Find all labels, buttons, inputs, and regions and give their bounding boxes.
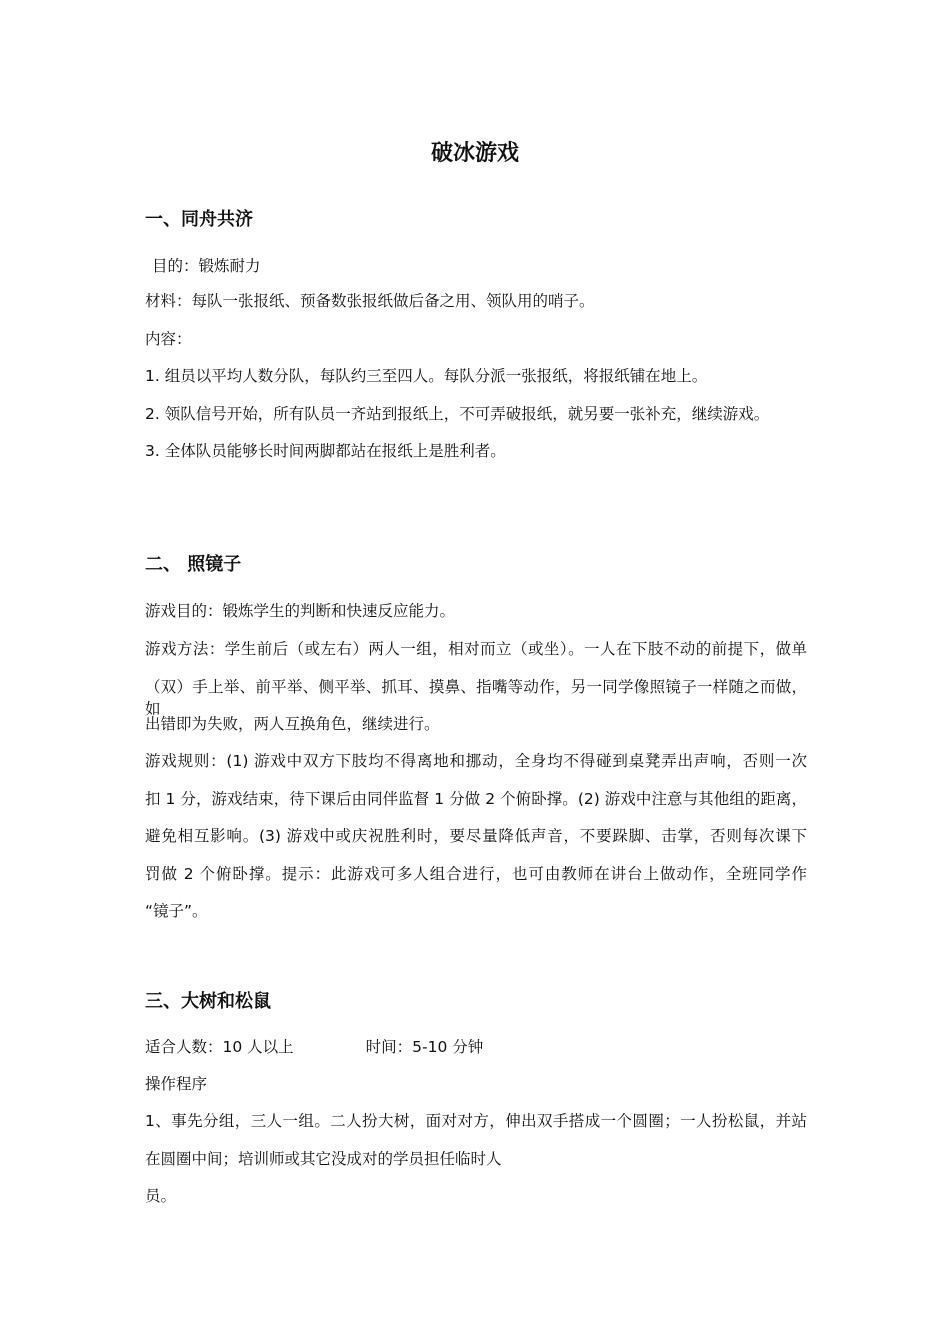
page-title: 破冰游戏 (430, 141, 519, 166)
section-2-rules-line: 罚做 2 个俯卧撑。提示：此游戏可多人组合进行，也可由教师在讲台上做动作，全班同学作 (145, 865, 807, 883)
section-2-rules-line: 避免相互影响。(3) 游戏中或庆祝胜利时，要尽量降低声音，不要跺脚、击掌，否则每次课下 (145, 827, 807, 845)
section-1-step: 1. 组员以平均人数分队，每队约三至四人。每队分派一张报纸，将报纸铺在地上。 (145, 367, 708, 385)
section-3-procedure-label: 操作程序 (145, 1075, 208, 1093)
section-3-step-line: 在圆圈中间；培训师或其它没成对的学员担任临时人 (145, 1150, 502, 1168)
section-2-rules-line: 扣 1 分，游戏结束，待下课后由同伴监督 1 分做 2 个俯卧撑。(2) 游戏中注意与其他组的距离， (145, 790, 807, 808)
section-2-method-line: 游戏方法：学生前后（或左右）两人一组，相对而立（或坐）。一人在下肢不动的前提下，做单 (145, 640, 807, 658)
section-1-heading: 一、同舟共济 (145, 209, 253, 230)
section-2-rules-line: “镜子”。 (145, 902, 208, 920)
section-3-people: 适合人数：10 人以上 (145, 1038, 294, 1056)
section-1-step: 3. 全体队员能够长时间两脚都站在报纸上是胜利者。 (145, 442, 506, 460)
section-3-heading: 三、大树和松鼠 (145, 991, 271, 1012)
section-2-rules-line: 游戏规则：(1) 游戏中双方下肢均不得离地和挪动，全身均不得碰到桌凳弄出声响，否则一次 (145, 752, 807, 770)
section-3-time: 时间：5-10 分钟 (365, 1038, 484, 1056)
section-3-step-line: 1、事先分组，三人一组。二人扮大树，面对对方，伸出双手搭成一个圆圈；一人扮松鼠，并站 (145, 1112, 807, 1130)
section-2-heading: 二、 照镜子 (145, 554, 242, 575)
section-2-method-line: 出错即为失败，两人互换角色，继续进行。 (145, 715, 440, 733)
section-1-content-label: 内容： (145, 330, 192, 348)
section-2-purpose: 游戏目的：锻炼学生的判断和快速反应能力。 (145, 602, 456, 620)
section-3-meta (145, 1036, 483, 1058)
section-1-step: 2. 领队信号开始，所有队员一齐站到报纸上，不可弄破报纸，就另要一张补充，继续游戏。 (145, 405, 770, 423)
section-2-method-line: （双）手上举、前平举、侧平举、抓耳、摸鼻、指嘴等动作，另一同学像照镜子一样随之而做，如 (145, 678, 807, 718)
section-1-materials: 材料：每队一张报纸、预备数张报纸做后备之用、领队用的哨子。 (145, 292, 595, 310)
section-3-step-line: 员。 (145, 1187, 177, 1205)
section-1-purpose: 目的：锻炼耐力 (152, 257, 261, 275)
